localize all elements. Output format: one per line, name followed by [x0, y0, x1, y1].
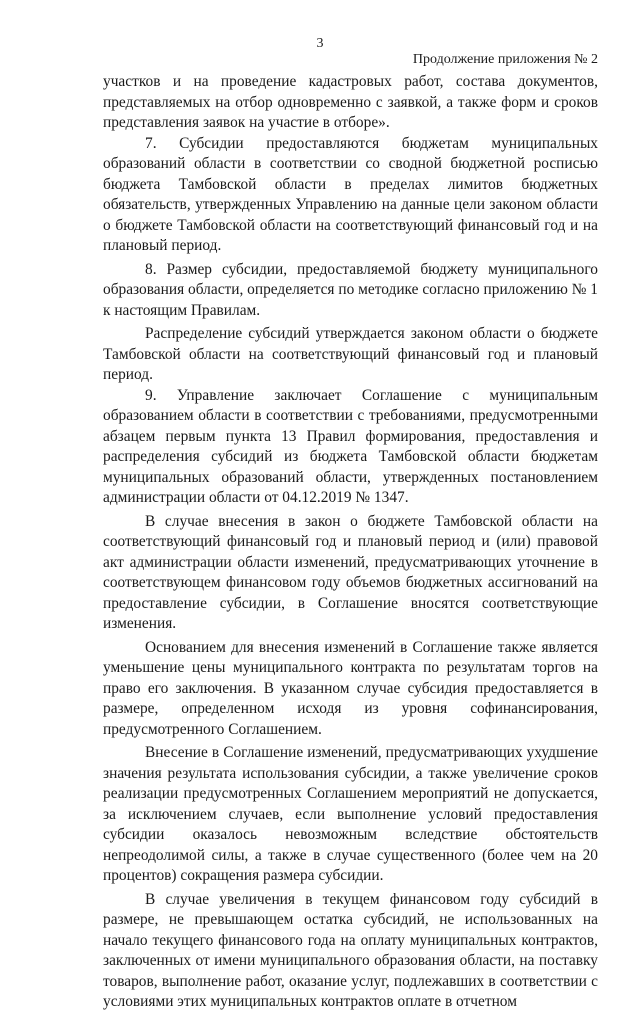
paragraph-item-7: 7. Субсидии предоставляются бюджетам муниципальных образований области в соответствии со сводной бюджетной росписью бюджета Тамбовской области в пределах лимитов бюджетных обязательств, утвержденных Управлению на данные цели законом области о бюджете Тамбовской области на соответствующий финансовый год и на плановый период.	[103, 134, 598, 254]
paragraph-distribution: Распределение субсидий утверждается законом области о бюджете Тамбовской области на соответствующий финансовый год и плановый период.	[103, 325, 598, 383]
appendix-continuation-label: Продолжение приложения № 2	[412, 52, 598, 67]
paragraph-contract-price: Основанием для внесения изменений в Соглашение также является уменьшение цены муниципального контракта по результатам торгов на право его заключения. В указанном случае субсидия предоставляется в размере, определенном исходя из уровня софинансирования, предусмотренного Соглашением.	[103, 638, 598, 738]
document-body	[103, 72, 598, 1013]
paragraph-subsidy-increase: В случае увеличения в текущем финансовом году субсидий в размере, не превышающем остатка субсидий, не использованных на начало текущего финансового года на оплату муниципальных контрактов, заключенных от имени муниципального образования области, на поставку товаров, выполнение работ, оказание услуг, подлежавших в соответствии с условиями этих муниципальных контрактов оплате в отчетном	[103, 890, 598, 1010]
page-number: 3	[316, 36, 324, 51]
paragraph-item-9: 9. Управление заключает Соглашение с муниципальным образованием области в соответствии с требованиями, предусмотренными абзацем первым пункта 13 Правил формирования, предоставления и распределения субсидий из бюджета Тамбовской области бюджетам муниципальных образований области, утвержденных постановлением администрации области от 04.12.2019 № 1347.	[103, 386, 598, 506]
paragraph-item-8: 8. Размер субсидии, предоставляемой бюджету муниципального образования области, определяется по методике согласно приложению № 1 к настоящим Правилам.	[103, 260, 598, 319]
paragraph-budget-changes: В случае внесения в закон о бюджете Тамбовской области на соответствующий финансовый год и плановый период и (или) правовой акт администрации области изменений, предусматривающих уточнение в соответствующем финансовом году объемов бюджетных ассигнований на предоставление субсидии, в Соглашение вносятся соответствующие изменения.	[103, 512, 598, 632]
paragraph-continued: участков и на проведение кадастровых работ, состава документов, представляемых на отбор одновременно с заявкой, а также форм и сроков представления заявок на участие в отборе».	[103, 73, 598, 131]
paragraph-deterioration: Внесение в Соглашение изменений, предусматривающих ухудшение значения результата использования субсидии, а также увеличение сроков реализации предусмотренных Соглашением мероприятий не допускается, за исключением случаев, если выполнение условий предоставления субсидии оказалось невозможным вследствие обстоятельств непреодолимой силы, а также в случае существенного (более чем на 20 процентов) сокращения размера субсидии.	[103, 744, 598, 884]
